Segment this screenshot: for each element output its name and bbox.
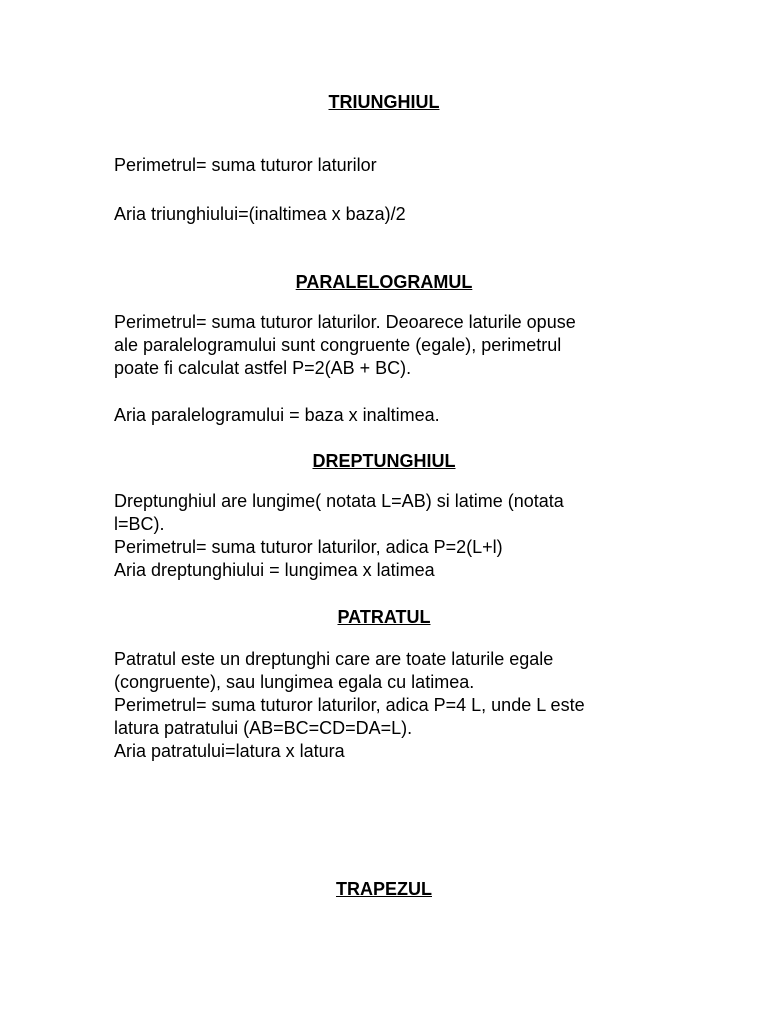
text-line: l=BC). <box>114 514 165 534</box>
text-line: Perimetrul= suma tuturor laturilor, adica P=4 L, unde L este <box>114 695 585 715</box>
section-title-triunghiul: TRIUNGHIUL <box>328 92 440 112</box>
text-line: Aria dreptunghiului = lungimea x latimea <box>114 560 435 580</box>
text-line: Aria triunghiului=(inaltimea x baza)/2 <box>114 204 406 224</box>
text-line: Dreptunghiul are lungime( notata L=AB) si latime (notata <box>114 491 564 511</box>
section-title-patratul: PATRATUL <box>337 607 431 627</box>
paragraph-paralelogram-perimetru <box>114 311 654 380</box>
text-line: latura patratului (AB=BC=CD=DA=L). <box>114 718 413 738</box>
text-line: (congruente), sau lungimea egala cu latimea. <box>114 672 475 692</box>
paragraph-triunghi-perimetru <box>114 154 654 177</box>
text-line: Perimetrul= suma tuturor laturilor, adica P=2(L+l) <box>114 537 503 557</box>
text-line: Aria paralelogramului = baza x inaltimea. <box>114 405 440 425</box>
text-line: poate fi calculat astfel P=2(AB + BC). <box>114 358 412 378</box>
text-line: Aria patratului=latura x latura <box>114 741 345 761</box>
text-line: Perimetrul= suma tuturor laturilor. Deoarece laturile opuse <box>114 312 576 332</box>
text-line: Perimetrul= suma tuturor laturilor <box>114 155 377 175</box>
section-title-trapezul: TRAPEZUL <box>336 879 432 899</box>
section-title-paralelogramul: PARALELOGRAMUL <box>295 272 473 292</box>
paragraph-patrat <box>114 648 654 763</box>
paragraph-triunghi-aria <box>114 203 654 226</box>
text-line: ale paralelogramului sunt congruente (egale), perimetrul <box>114 335 562 355</box>
section-title-dreptunghiul: DREPTUNGHIUL <box>312 451 456 471</box>
text-line: Patratul este un dreptunghi care are toate laturile egale <box>114 649 554 669</box>
paragraph-paralelogram-aria <box>114 404 654 427</box>
paragraph-dreptunghi <box>114 490 654 582</box>
